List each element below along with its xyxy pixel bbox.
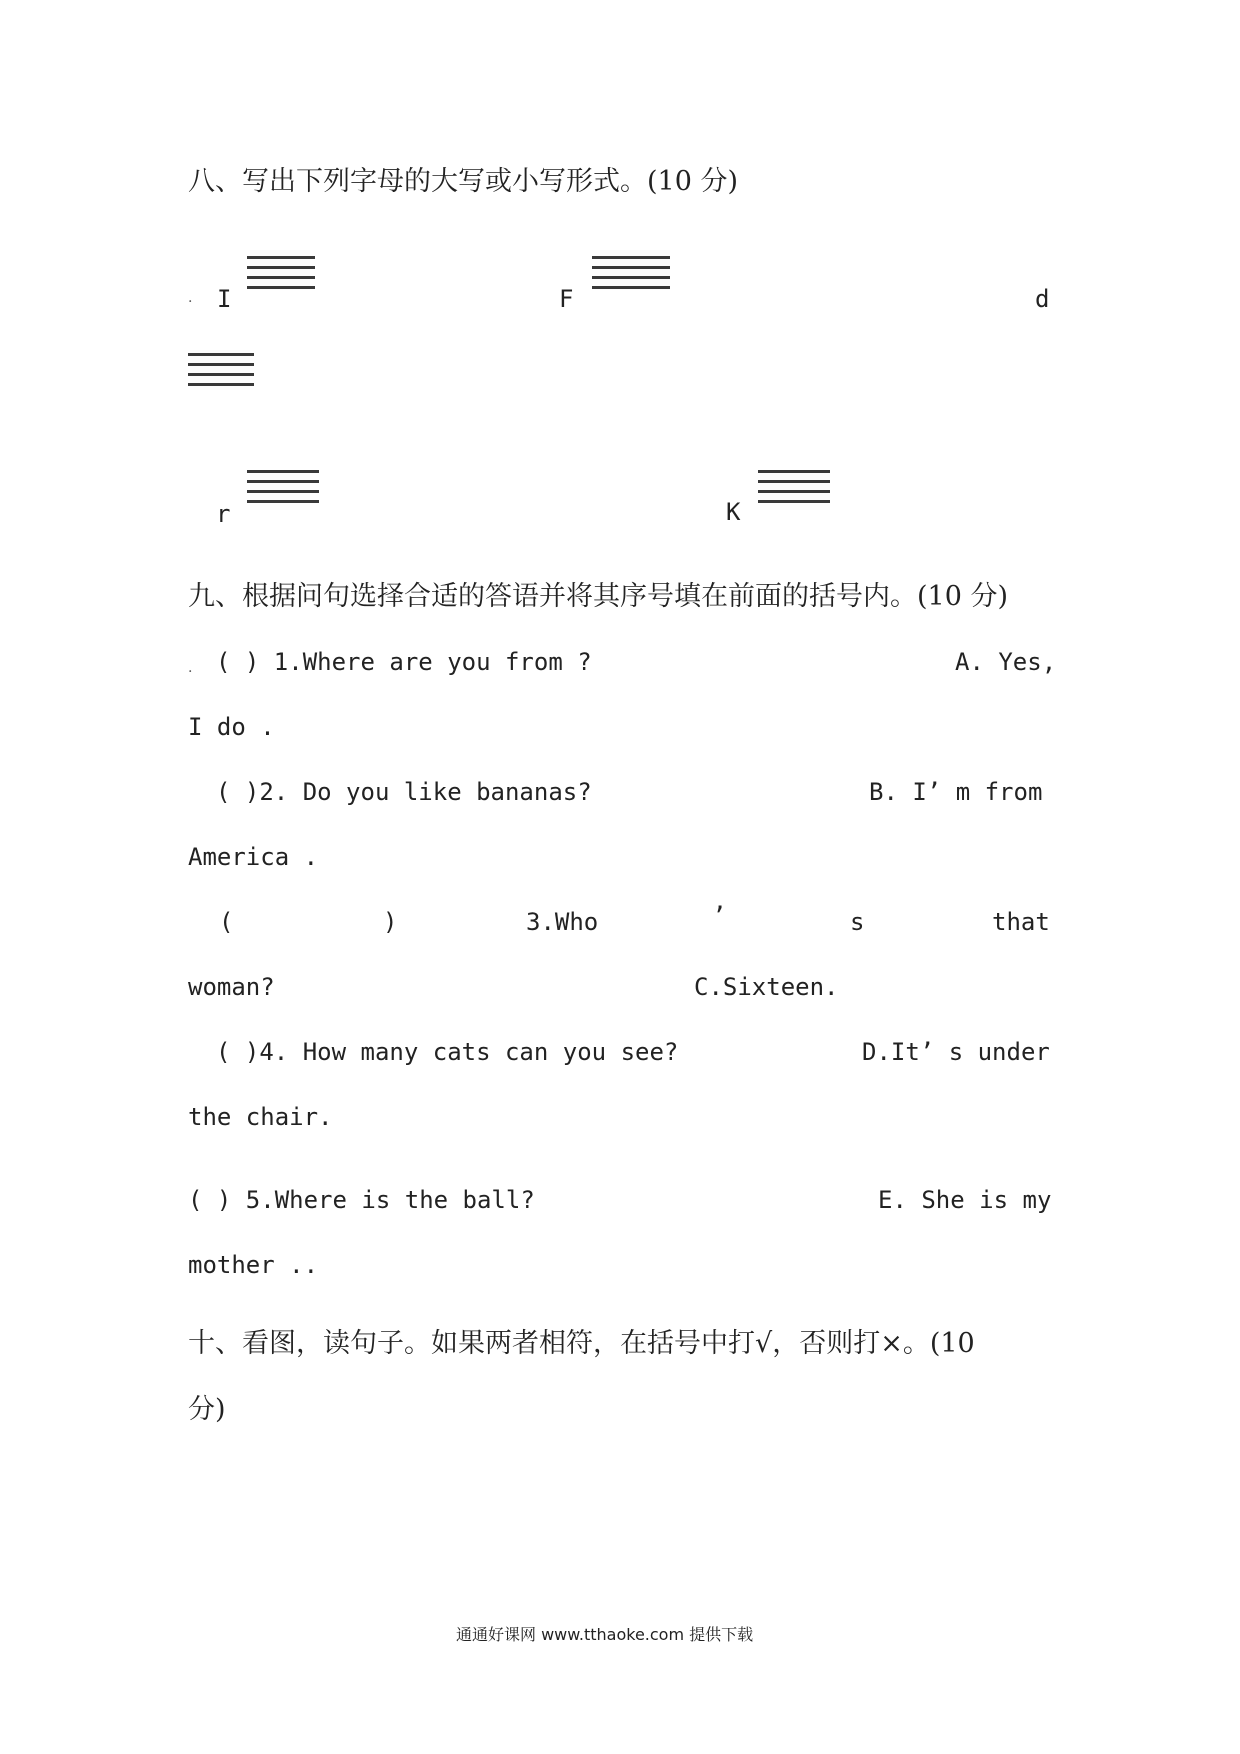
question-3-paren-close: ) [383, 908, 398, 936]
letter-F: F [559, 285, 574, 313]
question-3-that: that [992, 908, 1050, 936]
letter-K: K [726, 498, 741, 526]
writing-lines-2 [592, 256, 670, 296]
section-9-title: 九、根据问句选择合适的答语并将其序号填在前面的括号内。(10 分) [188, 581, 1009, 612]
answer-a-continued: I do . [188, 713, 275, 741]
question-5: ( ) 5.Where is the ball? [188, 1186, 535, 1214]
question-3-paren-open: ( [219, 908, 234, 936]
question-1: ( ) 1.Where are you from ? [216, 648, 592, 676]
answer-c: C.Sixteen. [694, 973, 839, 1001]
letter-d: d [1035, 285, 1050, 313]
stray-dot: . [188, 660, 193, 676]
letter-r: r [216, 500, 231, 528]
writing-lines-4 [247, 470, 319, 510]
answer-b: B. I’ m from [869, 778, 1043, 806]
question-3-continued: woman? [188, 973, 275, 1001]
answer-a: A. Yes, [955, 648, 1057, 676]
question-4: ( )4. How many cats can you see? [216, 1038, 679, 1066]
writing-lines-5 [758, 470, 830, 510]
question-3-apostrophe: ’ [712, 902, 727, 930]
stray-dot: . [188, 290, 193, 306]
section-8-title: 八、写出下列字母的大写或小写形式。(10 分) [188, 166, 739, 197]
answer-e-continued: mother .. [188, 1251, 319, 1279]
writing-lines-1 [247, 256, 315, 296]
question-3-number: 3.Who [526, 908, 599, 936]
question-3-s: s [850, 908, 865, 936]
answer-d-continued: the chair. [188, 1103, 333, 1131]
section-10-title-line-1: 十、看图，读句子。如果两者相符，在括号中打√，否则打×。(10 [188, 1328, 975, 1359]
answer-e: E. She is my [878, 1186, 1052, 1214]
section-10-title-line-2: 分) [188, 1394, 226, 1425]
answer-b-continued: America . [188, 843, 319, 871]
letter-I: I [217, 285, 232, 313]
footer-text: 通通好课网 www.tthaoke.com 提供下载 [456, 1625, 754, 1644]
answer-d: D.It’ s under [862, 1038, 1050, 1066]
question-2: ( )2. Do you like bananas? [216, 778, 592, 806]
writing-lines-3 [188, 353, 254, 393]
